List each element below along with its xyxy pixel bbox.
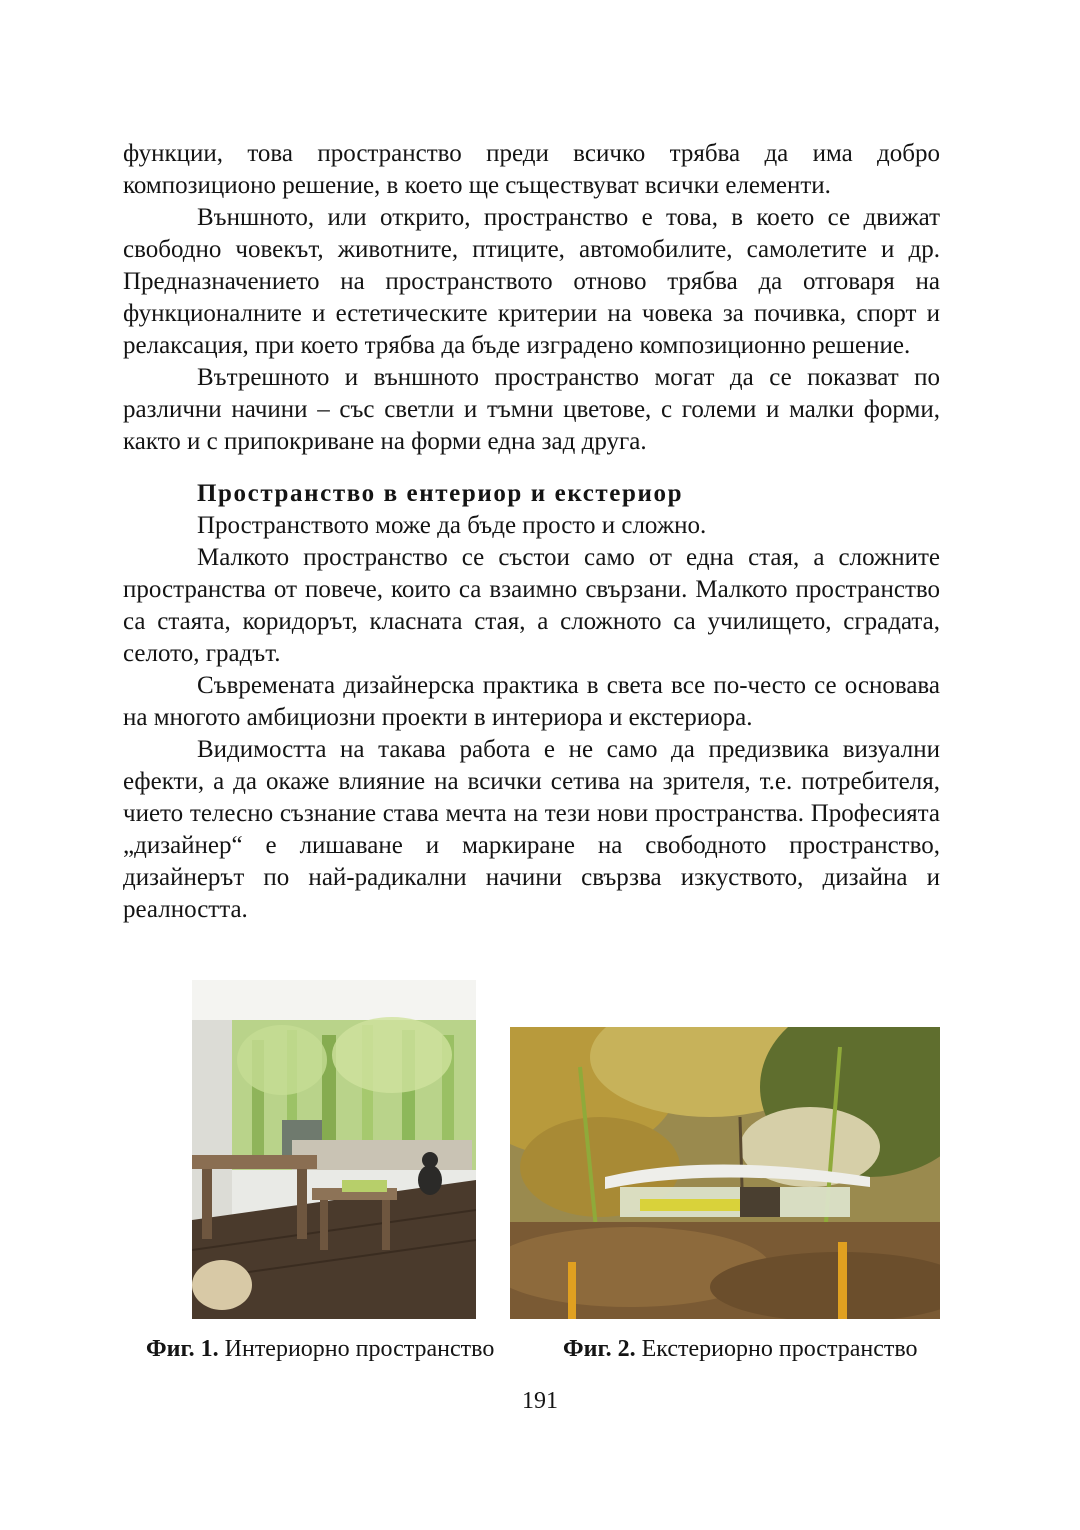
body-text (123, 138, 940, 926)
figure-2-caption (563, 1336, 918, 1363)
paragraph-5: Малкото пространство се състои само от една стая, а сложните пространства от повече, които са взаимно свързани. Малкото пространство са стаята, коридорът, класната стая, а сложното са училището, сградата, селото, градът. (123, 544, 940, 667)
figure-1-caption-text: Интериорно пространство (224, 1336, 495, 1362)
paragraph-4: Пространството може да бъде просто и сложно. (197, 512, 707, 539)
figure-2-label: Фиг. 2. (563, 1336, 636, 1362)
section-heading: Пространство в ентериор и екстериор (197, 480, 684, 507)
exterior-photo-illustration (510, 1027, 940, 1319)
figure-1-label: Фиг. 1. (146, 1336, 219, 1362)
figure-1-caption (146, 1336, 494, 1363)
paragraph-6: Съвремената дизайнерска практика в света все по-често се основава на многото амбициозни проекти в интериора и екстериора. (123, 672, 940, 731)
figure-1-photo (192, 980, 476, 1319)
paragraph-2: Външното, или открито, пространство е това, в което се движат свободно човекът, животните, птиците, автомобилите, самолетите и др. Предназначението на пространството отново трябва да отговаря на функционалните и естетическите критерии на човека за почивка, спорт и релаксация, при което трябва да бъде изградено композиционно решение. (123, 204, 940, 359)
interior-photo-illustration (192, 980, 476, 1319)
paragraph-7: Видимостта на такава работа е не само да предизвика визуални ефекти, а да окаже влияние на всички сетива на зрителя, т.е. потребителя, чието телесно съзнание става мечта на тези нови пространства. Професията „дизайнер“ е лишаване и маркиране на свободното пространство, дизайнерът по най-радикални начини свързва изкуството, дизайна и реалността. (123, 736, 940, 923)
figure-2-caption-text: Екстериорно пространство (641, 1336, 918, 1362)
paragraph-1: функции, това пространство преди всичко трябва да има добро композиционо решение, в което ще съществуват всички елементи. (123, 140, 940, 199)
page-number: 191 (522, 1388, 558, 1414)
paragraph-3: Вътрешното и външното пространство могат да се показват по различни начини – със светли и тъмни цветове, с големи и малки форми, както и с припокриване на форми една зад друга. (123, 364, 940, 455)
figure-2-photo (510, 1027, 940, 1319)
